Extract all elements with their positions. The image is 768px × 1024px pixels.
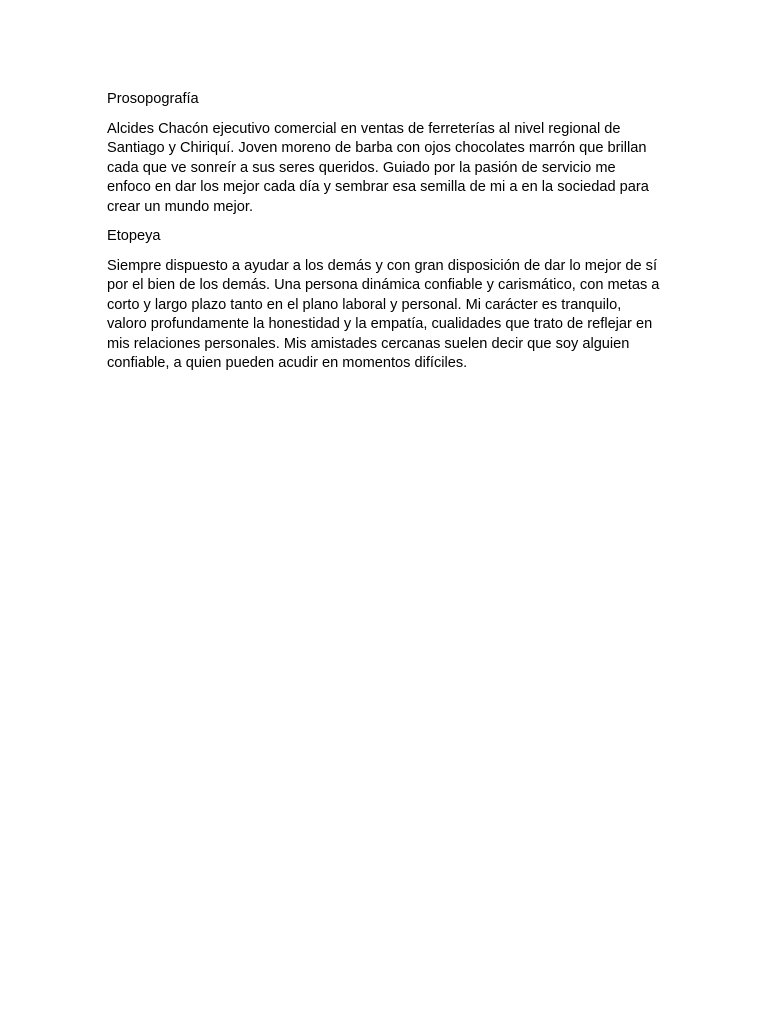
section-heading-prosopografia: Prosopografía <box>107 91 199 107</box>
section-heading-etopeya: Etopeya <box>107 228 161 244</box>
section-paragraph-etopeya: Siempre dispuesto a ayudar a los demás y con gran disposición de dar lo mejor de sí por el bien de los demás. Una persona dinámica confiable y carismático, con metas a corto y largo plazo tanto en el plano laboral y personal. Mi carácter es tranquilo, valoro profundamente la honestidad y la empatía, cualidades que trato de reflejar en mis relaciones personales. Mis amistades cercanas suelen decir que soy alguien confiable, a quien pueden acudir en momentos difíciles. <box>107 257 660 371</box>
section-paragraph-prosopografia: Alcides Chacón ejecutivo comercial en ventas de ferreterías al nivel regional de Santiago y Chiriquí. Joven moreno de barba con ojos chocolates marrón que brillan cada que ve sonreír a sus seres queridos. Guiado por la pasión de servicio me enfoco en dar los mejor cada día y sembrar esa semilla de mi a en la sociedad para crear un mundo mejor. <box>107 120 649 215</box>
document-body <box>107 90 663 384</box>
